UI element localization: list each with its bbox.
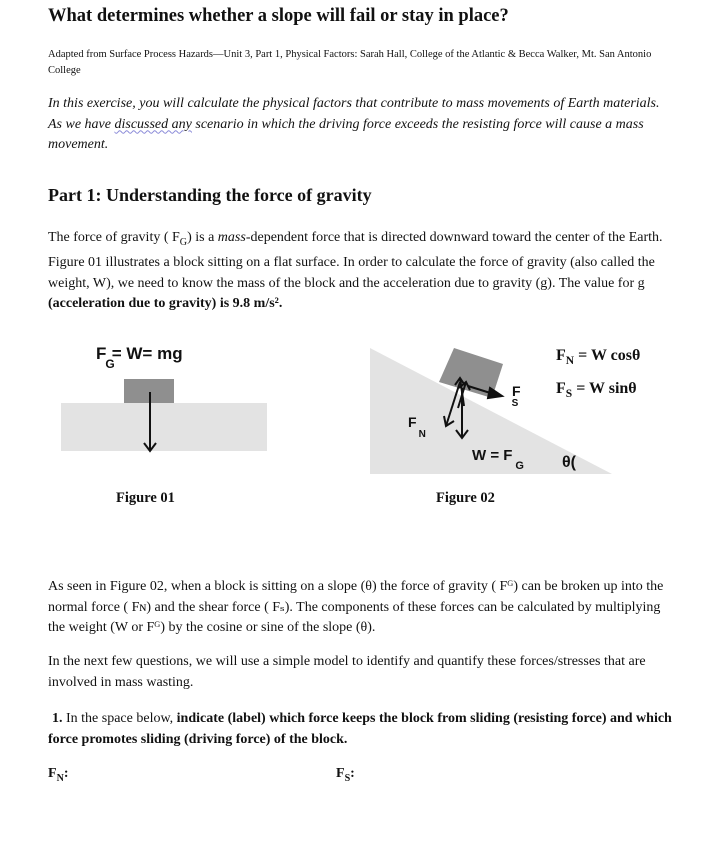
figure1-eq-sub: G (105, 357, 115, 371)
shear-force-equation (556, 380, 637, 400)
weight-diagram-text: W = F (472, 447, 513, 464)
fs-answer-colon: : (350, 766, 355, 781)
theta-diagram-label: θ( (562, 454, 576, 471)
intro-underlined-text: discussed any (114, 116, 192, 132)
gravity-text-2: ) is a (187, 230, 218, 245)
part-heading: Part 1: Understanding the force of gravity (48, 185, 372, 205)
mass-word: mass (217, 230, 246, 245)
fn-diagram-f: F (408, 414, 417, 430)
page-title: What determines whether a slope will fail or stay in place? (48, 6, 509, 26)
gravity-text-3: -dependent force that is directed downward toward the center of the Earth. Figure 01 illustrates a block sitting on a flat surface. In order to calculate the force of gravity (also called the weight, W), we need to know the mass of the block and the acceleration due to gravity (g). The value for g (48, 230, 663, 291)
fn-diagram-label (408, 414, 426, 440)
gravity-sub-g: G (179, 236, 188, 248)
question-text-bold: indicate (label) which force keeps the block from sliding (resisting force) and which force promotes sliding (driving force) of the block. (48, 711, 672, 747)
next-questions-paragraph: In the next few questions, we will use a simple model to identify and quantify these forces/stresses that are involved in mass wasting. (48, 654, 646, 690)
fn-answer-sub: N (56, 772, 64, 784)
eq2-rest: = W sinθ (572, 380, 637, 397)
figure1-gravity-arrow (140, 390, 160, 456)
figure1-eq-f: F (96, 344, 107, 363)
gravity-value: (acceleration due to gravity) is 9.8 m/s². (48, 296, 283, 312)
fn-answer-colon: : (63, 766, 69, 781)
fn-answer-f: F (48, 766, 57, 781)
fs-answer-label (336, 766, 355, 784)
attribution-text: Adapted from Surface Process Hazards—Unit 3, Part 1, Physical Factors: Sarah Hall, College of the Atlantic & Becca Walker, Mt. San Antonio College (48, 49, 652, 76)
weight-diagram-sub: G (515, 460, 524, 472)
normal-force-equation (556, 347, 640, 367)
figure1-surface (61, 403, 267, 451)
fn-answer-label (48, 766, 69, 784)
figure1-equation (96, 344, 183, 371)
weight-diagram-label (472, 447, 524, 472)
eq2-sub: S (565, 388, 573, 401)
eq1-rest: = W cosθ (574, 347, 641, 364)
intro-text-2: scenario in which the driving force exceeds the resisting force will cause a mass movement. (48, 116, 644, 152)
question-number: 1. (52, 711, 63, 726)
figure1-caption: Figure 01 (116, 490, 175, 506)
intro-paragraph (48, 94, 673, 156)
gravity-text-1: The force of gravity ( F (48, 230, 180, 245)
figure1-eq-rest: = W= mg (111, 344, 183, 363)
eq1-sub: N (565, 355, 575, 368)
eq1-f: F (556, 347, 566, 364)
fs-diagram-sub: S (511, 398, 519, 409)
figure2-caption: Figure 02 (436, 490, 495, 506)
fs-diagram-label (511, 383, 527, 409)
eq2-f: F (556, 380, 566, 397)
fs-answer-f: F (336, 766, 345, 781)
slope-paragraph: As seen in Figure 02, when a block is sitting on a slope (θ) the force of gravity ( Fᴳ) can be broken up into the normal force ( Fɴ) and the shear force ( Fₛ). The components of these forces can be calculated by multiplying the weight (W or Fᴳ) by the cosine or sine of the slope (θ). (48, 579, 664, 635)
fs-diagram-f: F (512, 383, 521, 399)
question-1 (48, 709, 673, 750)
fs-answer-sub: S (344, 772, 351, 784)
fn-diagram-sub: N (418, 429, 426, 440)
question-text-1: In the space below, (62, 711, 177, 726)
intro-text-1: In this exercise, you will calculate the physical factors that contribute to mass movements of Earth materials. As we have (48, 96, 660, 132)
gravity-paragraph (48, 228, 673, 315)
